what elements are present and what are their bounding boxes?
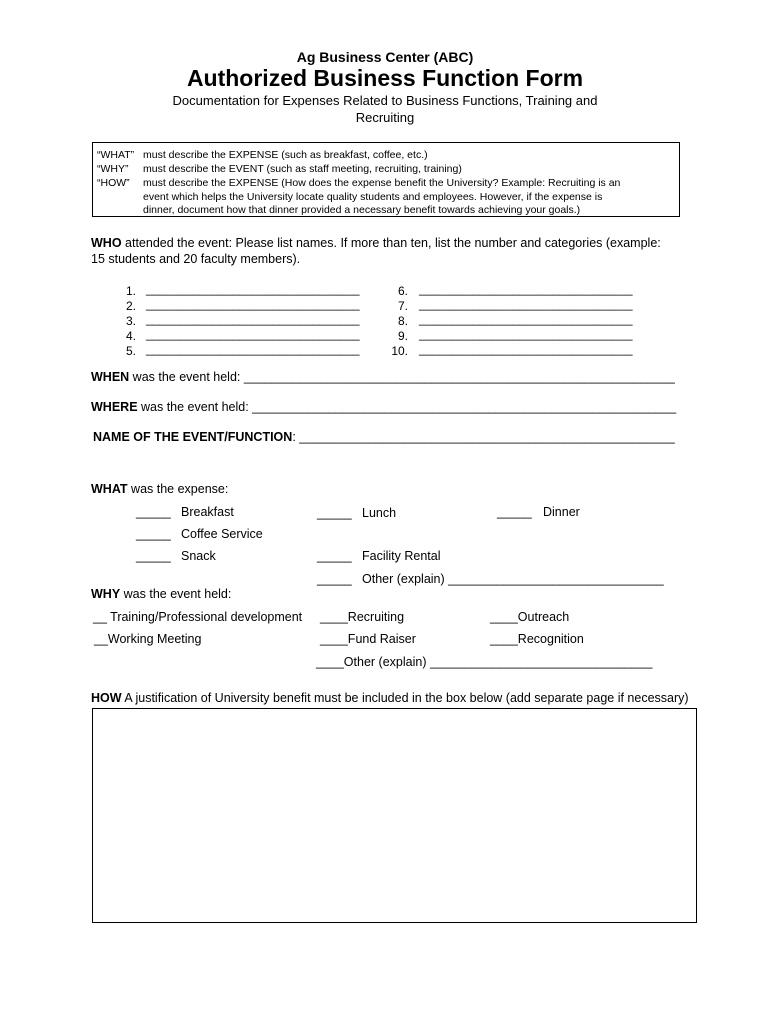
lunch-blank[interactable]: _____: [317, 506, 352, 520]
org-name: Ag Business Center (ABC): [296, 49, 474, 65]
dinner-blank[interactable]: _____: [497, 505, 532, 519]
what-heading: [91, 482, 228, 496]
who-number: 5.: [125, 344, 136, 358]
where-text: was the event held: _____________________________________________________________: [137, 400, 677, 414]
coffee-blank[interactable]: _____: [136, 527, 171, 541]
how-desc-1: must describe the EXPENSE (How does the expense benefit the University? Example: Recruiting is an: [143, 177, 621, 189]
where-label: WHERE: [91, 400, 138, 414]
what-other-blank[interactable]: _____: [317, 572, 352, 586]
why-fund-raiser[interactable]: ____Fund Raiser: [320, 632, 416, 646]
page-subtitle: [0, 92, 770, 126]
how-desc-2: event which helps the University locate quality students and employees. However, if the expense is: [143, 191, 603, 203]
who-text-1: attended the event: Please list names. If more than ten, list the number and categories (example:: [121, 236, 661, 250]
why-desc: must describe the EVENT (such as staff meeting, recruiting, training): [143, 163, 462, 175]
who-name-blank[interactable]: ________________________________: [146, 327, 360, 341]
event-name-field[interactable]: [93, 430, 675, 444]
lunch-label: Lunch: [362, 506, 397, 520]
who-number: 2.: [125, 299, 136, 313]
why-label: WHY: [91, 587, 121, 601]
who-name-blank[interactable]: ________________________________: [419, 312, 633, 326]
how-label: HOW: [91, 691, 122, 705]
who-name-blank[interactable]: ________________________________: [419, 282, 633, 296]
why-key: “WHY”: [97, 163, 129, 175]
who-name-blank[interactable]: ________________________________: [146, 282, 360, 296]
who-name-blank[interactable]: ________________________________: [419, 342, 633, 356]
who-number: 6.: [397, 284, 408, 298]
why-working-meeting[interactable]: __Working Meeting: [94, 632, 202, 646]
breakfast-blank[interactable]: _____: [136, 505, 171, 519]
what-label: WHAT: [91, 482, 128, 496]
who-number: 1.: [125, 284, 136, 298]
breakfast-label: Breakfast: [181, 505, 234, 519]
who-number: 4.: [125, 329, 136, 343]
who-line-1: [91, 236, 661, 250]
who-number: 10.: [391, 344, 408, 358]
how-justification-box[interactable]: [92, 708, 697, 923]
how-heading: [91, 691, 689, 705]
event-name-label: NAME OF THE EVENT/FUNCTION: [93, 430, 293, 444]
who-number: 8.: [397, 314, 408, 328]
how-key: “HOW”: [97, 177, 130, 189]
who-name-blank[interactable]: ________________________________: [146, 342, 360, 356]
who-name-blank[interactable]: ________________________________: [146, 297, 360, 311]
what-other-label[interactable]: Other (explain) _______________________________: [362, 572, 664, 586]
why-recruiting[interactable]: ____Recruiting: [320, 610, 405, 624]
what-text: was the expense:: [127, 482, 229, 496]
who-name-blank[interactable]: ________________________________: [419, 327, 633, 341]
instructions-box: [92, 142, 680, 217]
dinner-label: Dinner: [543, 505, 580, 519]
subtitle-line-1: Documentation for Expenses Related to Business Functions, Training and: [172, 93, 598, 108]
who-number: 7.: [397, 299, 408, 313]
what-key: “WHAT”: [97, 149, 135, 161]
facility-label: Facility Rental: [362, 549, 441, 563]
how-text: A justification of University benefit must be included in the box below (add separate page if necessary): [121, 691, 689, 705]
why-recognition[interactable]: ____Recognition: [490, 632, 584, 646]
snack-blank[interactable]: _____: [136, 549, 171, 563]
when-text: was the event held: ______________________________________________________________: [129, 370, 675, 384]
event-name-text: : ______________________________________________________: [292, 430, 675, 444]
what-desc: must describe the EXPENSE (such as breakfast, coffee, etc.): [143, 149, 428, 161]
why-outreach[interactable]: ____Outreach: [490, 610, 570, 624]
page-title: Authorized Business Function Form: [186, 65, 584, 91]
who-number: 3.: [125, 314, 136, 328]
who-number: 9.: [397, 329, 408, 343]
why-heading: [91, 587, 231, 601]
facility-blank[interactable]: _____: [317, 549, 352, 563]
who-text-2: 15 students and 20 faculty members).: [91, 252, 301, 266]
snack-label: Snack: [181, 549, 216, 563]
why-text: was the event held:: [120, 587, 232, 601]
when-field[interactable]: [91, 370, 675, 384]
why-other[interactable]: ____Other (explain) ________________________________: [316, 655, 653, 669]
who-name-blank[interactable]: ________________________________: [146, 312, 360, 326]
when-label: WHEN: [91, 370, 130, 384]
subtitle-line-2: Recruiting: [355, 110, 415, 125]
how-desc-3: dinner, document how that dinner provided a necessary benefit towards achieving your goals.): [143, 204, 581, 216]
who-label: WHO: [91, 236, 122, 250]
where-field[interactable]: [91, 400, 676, 414]
coffee-label: Coffee Service: [181, 527, 263, 541]
who-name-blank[interactable]: ________________________________: [419, 297, 633, 311]
why-training[interactable]: __ Training/Professional development: [93, 610, 303, 624]
